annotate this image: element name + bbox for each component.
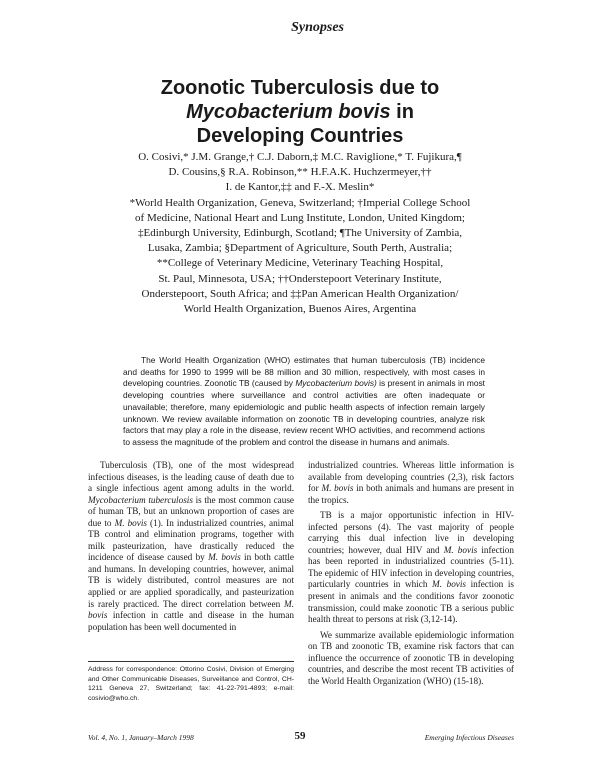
correspondence-footnote: Address for correspondence: Ottorino Cosivi, Division of Emerging and Other Communicable Diseases, Surveillance and Control, CH-1211 Geneva 27, Switzerland; fax: 41-22-791-4893; e-mail: cosivio@who.ch.	[88, 666, 294, 702]
authors-affiliations	[100, 150, 500, 317]
body-column-left	[88, 460, 294, 633]
affiliation-line: of Medicine, National Heart and Lung Institute, London, United Kingdom;	[135, 211, 465, 224]
journal-name: Emerging Infectious Diseases	[424, 733, 514, 742]
author-line: O. Cosivi,* J.M. Grange,† C.J. Daborn,‡ M.C. Raviglione,* T. Fujikura,¶	[138, 151, 462, 163]
page-number: 59	[294, 730, 306, 742]
journal-volume: Vol. 4, No. 1, January–March 1998	[88, 733, 194, 742]
title-line-2	[50, 100, 550, 124]
abstract	[123, 355, 485, 449]
body-paragraph: Tuberculosis (TB), one of the most widespread infectious diseases, is the leading cause of death due to a single infectious agent among adults in the world. Mycobacterium tuberculosis is the most common cause of human TB, but an unknown proportion of cases are due to M. bovis (1). In industrialized countries, animal TB control and elimination programs, together with milk pasteurization, have drastically reduced the incidence of disease caused by M. bovis in both cattle and humans. In developing countries, however, animal TB is widely distributed, control measures are not applied or are applied sporadically, and pasteurization is rarely practiced. The direct correlation between M. bovis infection in cattle and disease in the human population has been well documented in	[88, 460, 295, 632]
affiliation-line: **College of Veterinary Medicine, Veterinary Teaching Hospital,	[156, 257, 444, 270]
body-paragraph: TB is a major opportunistic infection in HIV-infected persons (4). The vast majority of people carrying this dual infection live in developing countries; however, dual HIV and M. bovis infection has been reported in industrialized countries (5-11). The epidemic of HIV infection in developing countries, particularly countries in which M. bovis infection is present in animals and the conditions favor zoonotic transmission, could make zoonotic TB a serious public health threat to persons at risk (3,12-14).	[308, 510, 514, 625]
abstract-text: is present in animals in most developing countries where surveillance and control activities are often inadequate or unavailable; therefore, many epidemiologic and public health aspects of infection remain largely unknown. We review available information on zoonotic TB in developing countries, analyze risk factors that may play a role in the disease, review recent WHO activities, and recommend actions to assess the magnitude of the problem and control the disease in humans and animals.	[123, 378, 485, 447]
affiliation-line: World Health Organization, Buenos Aires, Argentina	[183, 303, 417, 316]
author-line: D. Cousins,§ R.A. Robinson,** H.F.A.K. Huchzermeyer,††	[168, 166, 432, 179]
body-column-right	[308, 460, 514, 687]
author-line: I. de Kantor,‡‡ and F.-X. Meslin*	[225, 181, 375, 194]
title-line-3: Developing Countries	[196, 125, 404, 147]
footnote-divider	[88, 661, 294, 662]
title-in: in	[390, 101, 414, 123]
title-organism: Mycobacterium bovis	[186, 101, 391, 123]
affiliation-line: ‡Edinburgh University, Edinburgh, Scotland; ¶The University of Zambia,	[137, 227, 463, 240]
body-paragraph: industrialized countries. Whereas little information is available from developing countries (2,3), risk factors for M. bovis in both animals and humans are present in the tropics.	[308, 460, 515, 505]
affiliation-line: Onderstepoort, South Africa; and ‡‡Pan American Health Organization/	[141, 287, 459, 300]
title-line-1: Zoonotic Tuberculosis due to	[160, 77, 440, 99]
body-paragraph: We summarize available epidemiologic information on TB and zoonotic TB, examine risk factors that can influence the occurrence of zoonotic TB in developing countries, and describe the most recent TB activities of the World Health Organization (WHO) (15-18).	[308, 629, 514, 686]
section-label: Synopses	[291, 20, 344, 35]
affiliation-line: *World Health Organization, Geneva, Switzerland; †Imperial College School	[129, 196, 471, 209]
abstract-text: The World Health Organization (WHO) estimates that human tuberculosis (TB) incidence and deaths for 1990 to 1999 will be 88 million and 30 million, respectively, with most cases in developing countries. Zoonotic TB (caused by	[123, 355, 485, 389]
affiliation-line: St. Paul, Minnesota, USA; ††Onderstepoort Veterinary Institute,	[158, 272, 442, 285]
affiliation-line: Lusaka, Zambia; §Department of Agriculture, South Perth, Australia;	[147, 242, 453, 255]
abstract-organism: Mycobacterium bovis)	[295, 378, 377, 389]
article-title	[50, 76, 550, 148]
